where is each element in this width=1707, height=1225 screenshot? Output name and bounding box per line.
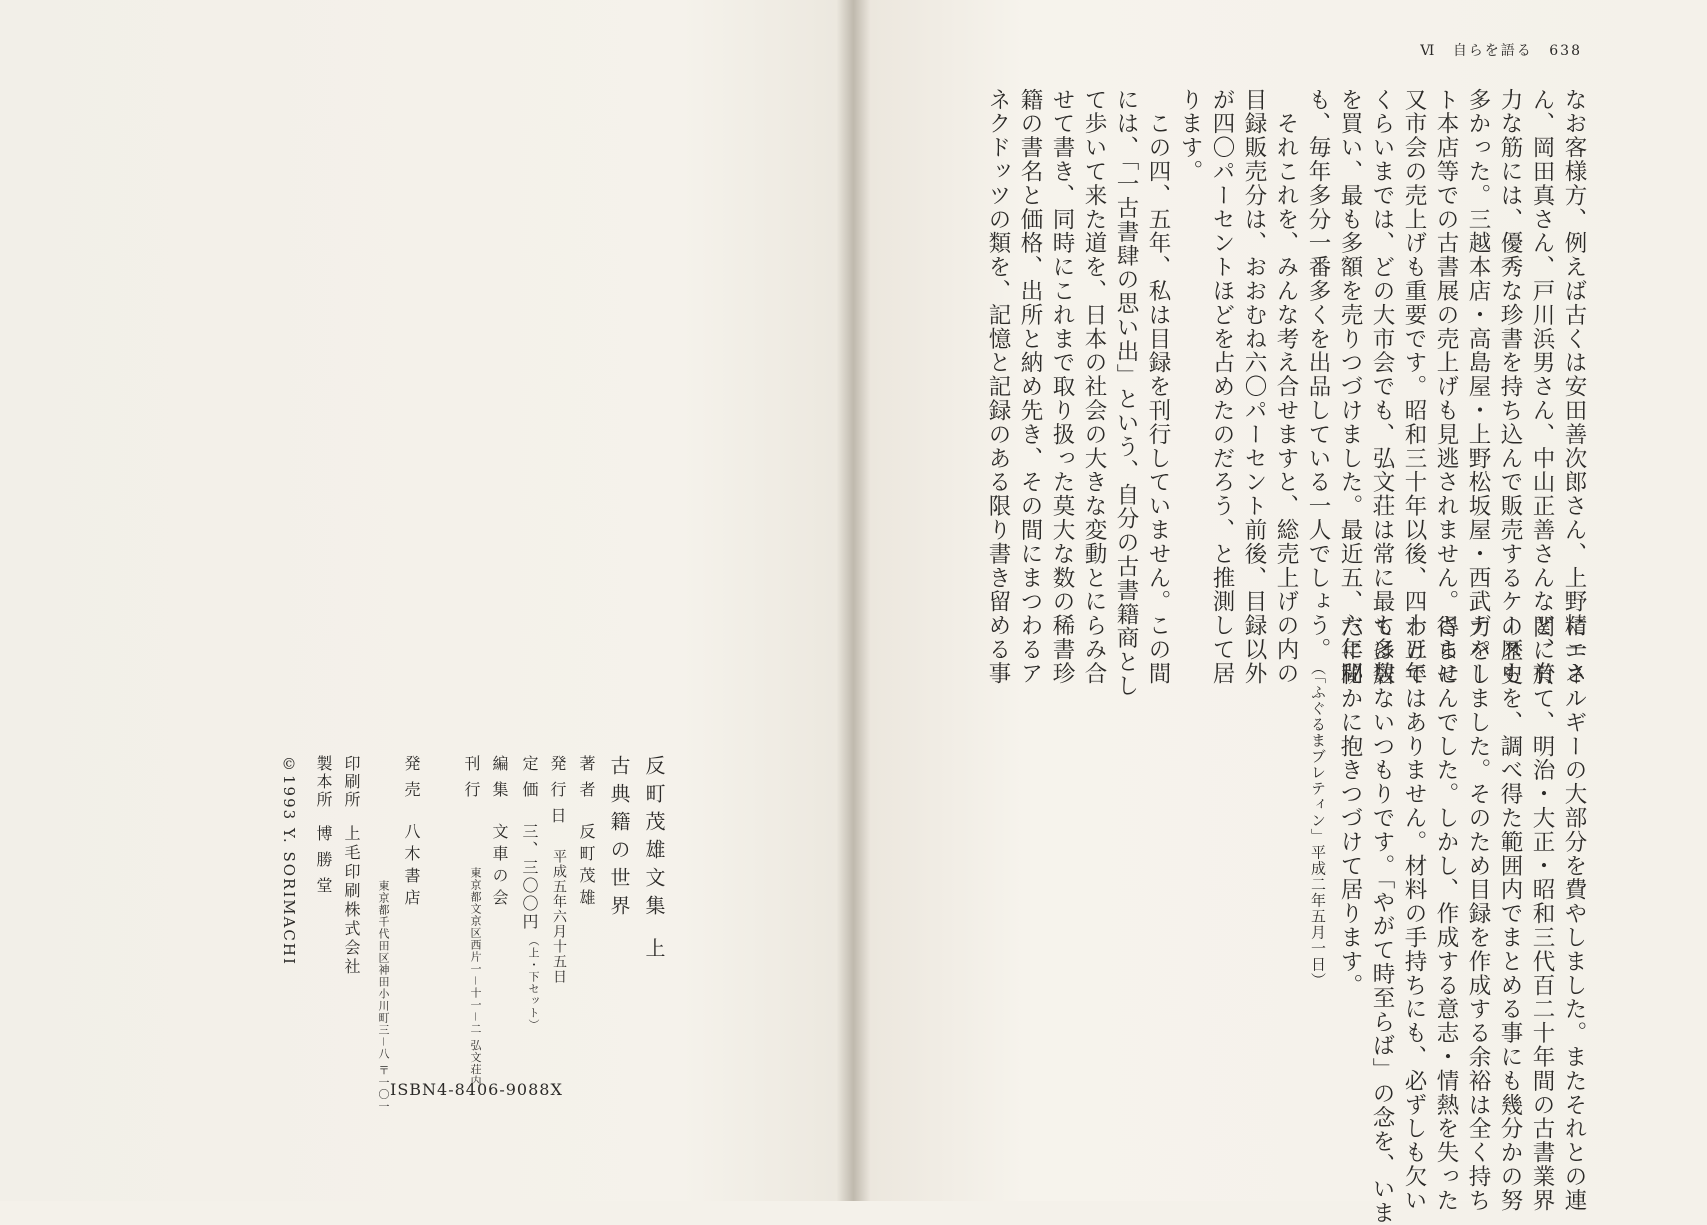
text-line: せて書き、同時にこれまで取り扱った莫大な数の稀書珍 xyxy=(1049,88,1075,686)
citation: （「ふぐるまブレティン」平成二年五月一日） xyxy=(1309,660,1327,989)
text-line: て歩いて来た道を、日本の社会の大きな変動とにらみ合 xyxy=(1081,88,1107,686)
text-line: この四、五年、私は目録を刊行していません。この間 xyxy=(1145,88,1171,686)
text-line: 籍の書名と価格、出所と納め先き、その間にまつわるア xyxy=(1017,88,1043,686)
value-binder: 博勝堂 xyxy=(314,825,333,903)
colophon-row-printer xyxy=(340,755,363,977)
text-line: の歴史を、調べ得た範囲内でまとめる事にも幾分かの努 xyxy=(1497,615,1523,1213)
label-date: 発行日 xyxy=(548,755,567,833)
text-line: が四〇パーセントほどを占めたのだろう、と推測して居 xyxy=(1209,88,1235,686)
text-line: わけではありません。材料の手持ちにも、必ずしも欠い xyxy=(1401,615,1427,1213)
label-editor: 編集 xyxy=(490,755,509,807)
text-line: なお客様方、例えば古くは安田善次郎さん、上野精一さ xyxy=(1561,88,1587,686)
lower-text-block xyxy=(1302,615,1590,1225)
left-page-colophon xyxy=(0,0,850,1201)
text-line: 又市会の売上げも重要です。昭和三十年以後、四十五年 xyxy=(1401,88,1427,686)
text-line: 得ませんでした。しかし、作成する意志・情熱を失った xyxy=(1433,615,1459,1213)
label-publish: 刊行 xyxy=(462,755,481,807)
label-binder: 製本所 xyxy=(314,755,333,809)
note-price: （上・下セット） xyxy=(527,935,540,1031)
section-title: 自らを語る xyxy=(1452,43,1533,59)
colophon-row-author xyxy=(575,755,598,911)
label-price: 定価 xyxy=(520,755,539,807)
page-number: 638 xyxy=(1549,43,1582,59)
isbn: ISBN4-8406-9088X xyxy=(390,1080,563,1099)
label-printer: 印刷所 xyxy=(342,755,361,809)
colophon-book-title xyxy=(605,755,634,923)
text-line: ん、岡田真さん、戸川浜男さん、中山正善さんなど、有 xyxy=(1529,88,1555,686)
note-sales-address: 東京都千代田区神田小川町三－八 〒一〇一 xyxy=(377,880,390,1113)
text-line: 関に於て、明治・大正・昭和三代百二十年間の古書業界 xyxy=(1529,615,1555,1213)
colophon-row-date xyxy=(546,755,569,984)
colophon-row-price xyxy=(518,755,541,1031)
series-title: 反町茂雄文集 上 xyxy=(642,755,666,966)
text-line: には、「一古書肆の思い出」という、自分の古書籍商とし xyxy=(1113,88,1139,699)
text-line: くらいまでは、どの大市会でも、弘文荘は常に最も多数 xyxy=(1369,88,1395,686)
label-author: 著者 xyxy=(577,755,596,807)
colophon-row-sales-address xyxy=(375,880,391,1113)
text-line: だに秘かに抱きつづけて居ります。 xyxy=(1337,615,1363,998)
book-title: 古典籍の世界 xyxy=(607,755,631,923)
text-line: も、毎年多分一番多くを出品している一人でしょう。 xyxy=(1305,88,1331,662)
text-line: 力をしました。そのため目録を作成する余裕は全く持ち xyxy=(1465,615,1491,1213)
value-sales: 八木書店 xyxy=(402,823,421,911)
text-line: ネクドッツの類を、記憶と記録のある限り書き留める事 xyxy=(985,88,1011,686)
value-date: 平成五年六月十五日 xyxy=(551,849,567,984)
colophon-row-editor xyxy=(488,755,511,911)
note-publish-address: 東京都文京区西片一－十一－二 弘文荘内 xyxy=(469,867,482,1088)
text-line: にエネルギーの大部分を費やしました。またそれとの連 xyxy=(1561,615,1587,1213)
text-line: ト本店等での古書展の売上げも見逃されません。さらに xyxy=(1433,88,1459,686)
value-price: 三、三〇〇円 xyxy=(520,823,539,931)
text-line: ります。 xyxy=(1177,88,1203,184)
colophon-row-sales xyxy=(400,755,423,911)
value-printer: 上毛印刷株式会社 xyxy=(342,825,361,977)
colophon-series xyxy=(640,755,669,965)
running-head xyxy=(1410,40,1582,60)
label-sales: 発売 xyxy=(402,755,421,807)
text-line: 多かった。三越本店・高島屋・上野松坂屋・西武デパー xyxy=(1465,88,1491,686)
value-author: 反町茂雄 xyxy=(577,823,596,911)
colophon-row-publish xyxy=(460,755,483,1088)
section-number: Ⅵ xyxy=(1420,43,1437,59)
text-line: 力な筋には、優秀な珍書を持ち込んで販売するケースも xyxy=(1497,88,1523,686)
copyright: ©1993 Y. SORIMACHI xyxy=(280,755,298,966)
text-line: を買い、最も多額を売りつづけました。最近五、六年間 xyxy=(1337,88,1363,686)
text-line: ては居ないつもりです。「やがて時至らば」の念を、いま xyxy=(1369,615,1395,1225)
text-line: それこれを、みんな考え合せますと、総売上げの内の xyxy=(1273,88,1299,686)
right-page-text xyxy=(855,0,1707,1225)
colophon-row-binder xyxy=(312,755,335,903)
text-line: 目録販売分は、おおむね六〇パーセント前後、目録以外 xyxy=(1241,88,1267,686)
value-editor: 文車の会 xyxy=(490,823,509,911)
upper-text-block xyxy=(982,88,1590,699)
